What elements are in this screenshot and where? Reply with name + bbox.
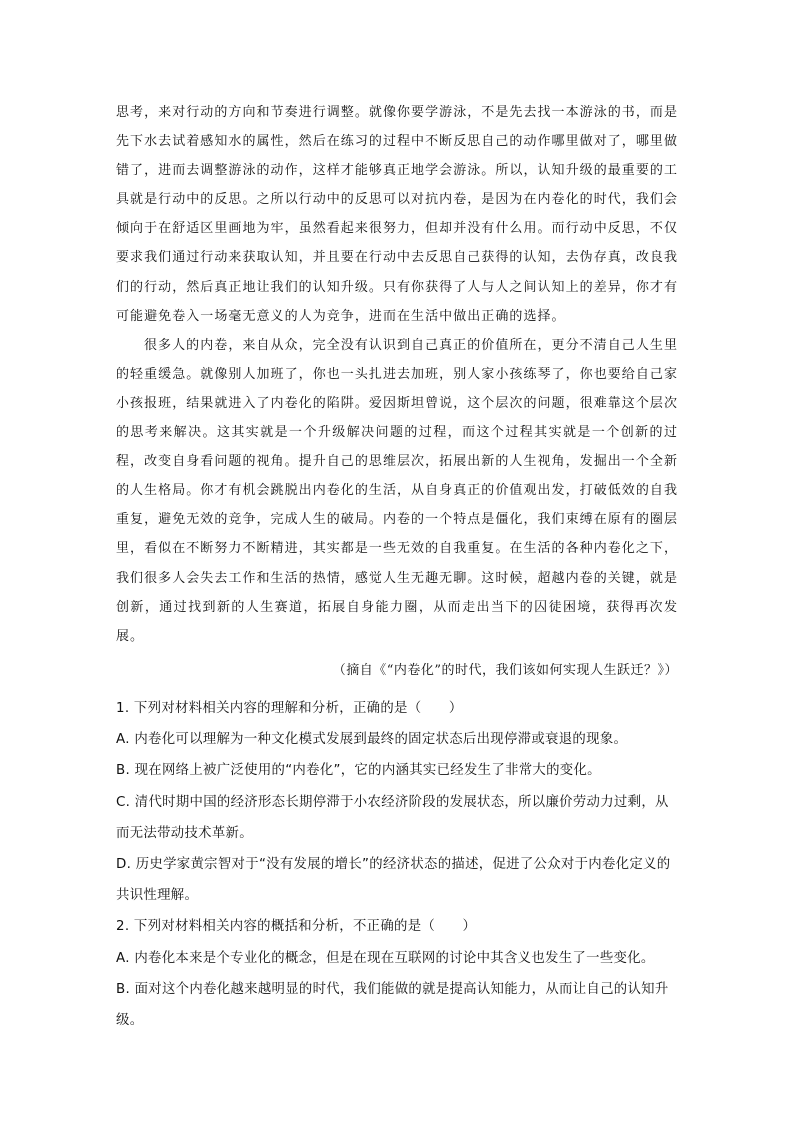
question-1-option-c: C. 清代时期中国的经济形态长期停滞于小农经济阶段的发展状态，所以廉价劳动力过剩，从而无法带动技术革新。: [116, 794, 669, 841]
passage-source: （摘自《“内卷化”的时代，我们该如何实现人生跃迁？》）: [332, 663, 678, 678]
passage-paragraph-2: 很多人的内卷，来自从众，完全没有认识到自己真正的价值所在，更分不清自己人生里的轻重缓急。就像别人加班了，你也一头扎进去加班，别人家小孩练琴了，你也要给自己家小孩报班，结果就进入了内卷化的陷阱。爱因斯坦曾说，这个层次的问题，很难靠这个层次的思考来解决。这其实就是一个升级解决问题的过程，而这个过程其实就是一个创新的过程，改变自身看问题的视角。提升自己的思维层次，拓展出新的人生视角，发掘出一个全新的人生格局。你才有机会跳脱出内卷化的生活，从自身真正的价值观出发，打破低效的自我重复，避免无效的竞争，完成人生的破局。内卷的一个特点是僵化，我们束缚在原有的圈层里，看似在不断努力不断精进，其实都是一些无效的自我重复。在生活的各种内卷化之下，我们很多人会失去工作和生活的热情，感觉人生无趣无聊。这时候，超越内卷的关键，就是创新，通过找到新的人生赛道，拓展自身能力圈，从而走出当下的囚徒困境，获得再次发展。: [116, 337, 679, 644]
question-2-option-b: B. 面对这个内卷化越来越明显的时代，我们能做的就是提高认知能力，从而让自己的认知升级。: [116, 981, 669, 1029]
question-list: [116, 693, 680, 1036]
reading-passage: [116, 98, 678, 651]
question-1-option-b: B. 现在网络上被广泛使用的“内卷化”，它的内涵其实已经发生了非常大的变化。: [116, 763, 601, 779]
question-1-stem: 1. 下列对材料相关内容的理解和分析，正确的是（ ）: [116, 701, 463, 716]
question-2-option-a: A. 内卷化本来是个专业化的概念，但是在现在互联网的讨论中其含义也发生了一些变化。: [116, 950, 655, 966]
passage-paragraph-1: 思考，来对行动的方向和节奏进行调整。就像你要学游泳，不是先去找一本游泳的书，而是先下水去试着感知水的属性，然后在练习的过程中不断反思自己的动作哪里做对了，哪里做错了，进而去调整游泳的动作，这样才能够真正地学会游泳。所以，认知升级的最重要的工具就是行动中的反思。之所以行动中的反思可以对抗内卷，是因为在内卷化的时代，我们会倾向于在舒适区里画地为牢，虽然看起来很努力，但却并没有什么用。而行动中反思，不仅要求我们通过行动来获取认知，并且要在行动中去反思自己获得的认知，去伪存真，改良我们的行动，然后真正地让我们的认知升级。只有你获得了人与人之间认知上的差异，你才有可能避免卷入一场毫无意义的人为竞争，进而在生活中做出正确的选择。: [116, 105, 679, 324]
question-2-stem: 2. 下列对材料相关内容的概括和分析，不正确的是（ ）: [116, 919, 477, 935]
question-1-option-a: A. 内卷化可以理解为一种文化模式发展到最终的固定状态后出现停滞或衰退的现象。: [116, 732, 628, 748]
question-1-option-d: D. 历史学家黄宗智对于“没有发展的增长”的经济状态的描述，促进了公众对于内卷化定义的共识性理解。: [116, 857, 671, 904]
